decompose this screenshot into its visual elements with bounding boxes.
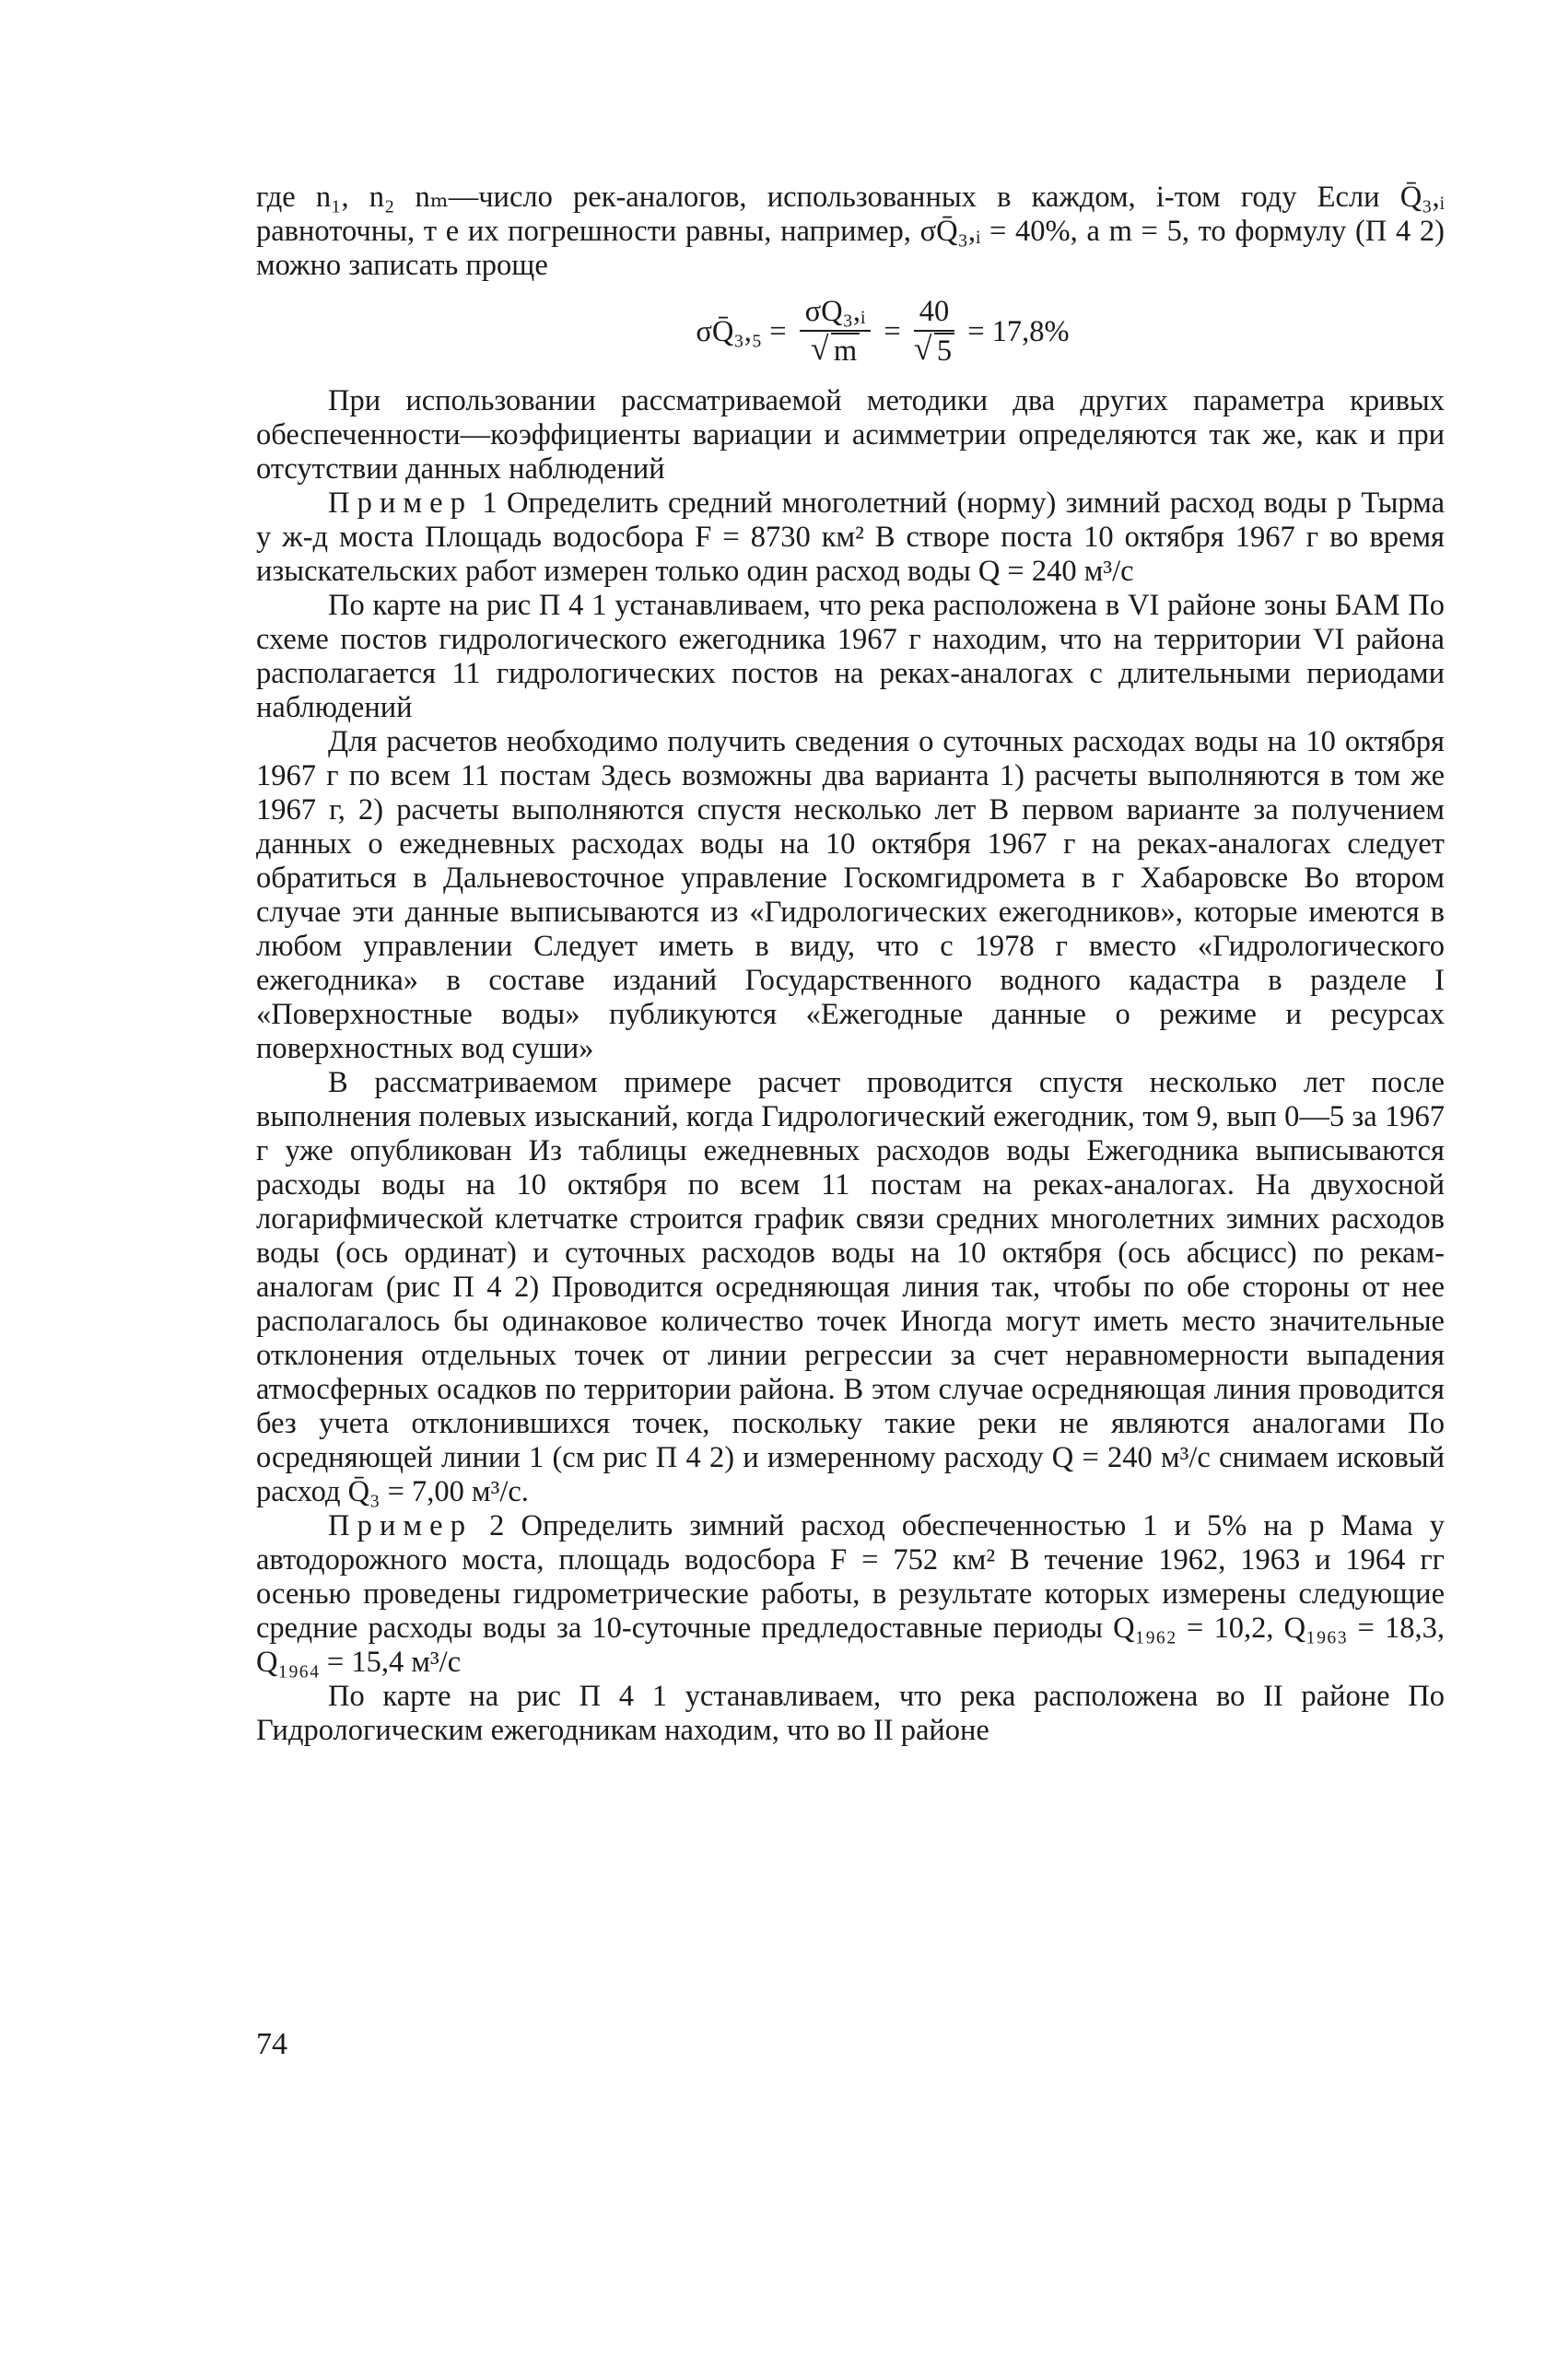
page-body bbox=[256, 181, 1445, 1748]
page-number: 74 bbox=[256, 2027, 287, 2061]
paragraph-procedure: В рассматриваемом примере расчет проводится спустя несколько лет после выполнения полевых изысканий, когда Гидрологический ежегодник, том 9, вып 0—5 за 1967 г уже опубликован Из таблицы ежедневных расходов воды Ежегодника выписываются расходы воды на 10 октября по всем 11 постам на реках-аналогах. На двухосной логарифмической клетчатке строится график связи средних многолетних зимних расходов воды (ось ординат) и суточных расходов воды на 10 октября (ось абсцисс) по рекам-аналогам (рис П 4 2) Проводится осредняющая линия так, чтобы по обе стороны от нее располагалось бы одинаковое количество точек Иногда могут иметь место значительные отклонения отдельных точек от линии регрессии за счет неравномерности выпадения атмосферных осадков по территории района. В этом случае осредняющая линия проводится без учета отклонившихся точек, поскольку такие реки не являются аналогами По осредняющей линии 1 (см рис П 4 2) и измеренному расходу Q = 240 м³/с снимаем исковый расход Q̄₃ = 7,00 м³/с. bbox=[256, 1066, 1445, 1508]
paragraph-calculation: Для расчетов необходимо получить сведения о суточных расходах воды на 10 октября 1967 г по всем 11 постам Здесь возможны два варианта 1) расчеты выполняются в том же 1967 г, 2) расчеты выполняются спустя несколько лет В первом варианте за получением данных о ежедневных расходах воды на 10 октября 1967 г на реках-аналогах следует обратиться в Дальневосточное управление Госкомгидромета в г Хабаровске Во втором случае эти данные выписываются из «Гидрологических ежегодников», которые имеются в любом управлении Следует иметь в виду, что с 1978 г вместо «Гидрологического ежегодника» в составе изданий Государственного водного кадастра в разделе I «Поверхностные воды» публикуются «Ежегодные данные о режиме и ресурсах поверхностных вод суши» bbox=[256, 725, 1445, 1065]
paragraph-final: По карте на рис П 4 1 устанавливаем, что река расположена во II районе По Гидрологическим ежегодникам находим, что во II районе bbox=[256, 1680, 1445, 1747]
formula-fraction-2 bbox=[914, 293, 955, 370]
paragraph-example-1 bbox=[256, 487, 1445, 589]
example-2-text: 2 Определить зимний расход обеспеченностью 1 и 5% на р Мама у автодорожного моста, площадь водосбора F = 752 км² В течение 1962, 1963 и 1964 гг осенью проведены гидрометрические работы, в результате которых измерены следующие средние расходы воды за 10-суточные предледоставные периоды Q₁₉₆₂ = 10,2, Q₁₉₆₃ = 18,3, Q₁₉₆₄ = 15,4 м³/с bbox=[256, 1509, 1445, 1679]
formula-numerator-1: σQ₃,ᵢ bbox=[800, 293, 872, 332]
paragraph-map: По карте на рис П 4 1 устанавливаем, что река расположена в VI районе зоны БАМ По схеме постов гидрологического ежегодника 1967 г находим, что на территории VI района располагается 11 гидрологических постов на реках-аналогах с длительными периодами наблюдений bbox=[256, 589, 1445, 724]
formula-denominator-1: √ m bbox=[811, 332, 860, 370]
formula-error bbox=[321, 287, 1445, 377]
example-1-label: Пример bbox=[328, 487, 474, 520]
example-1-text: 1 Определить средний многолетний (норму) зимний расход воды р Тырма у ж-д моста Площадь водосбора F = 8730 км² В створе поста 10 октября 1967 г во время изыскательских работ измерен только один расход воды Q = 240 м³/с bbox=[256, 487, 1445, 588]
formula-lhs: σQ̄₃,₅ = bbox=[696, 314, 787, 348]
formula-numerator-2: 40 bbox=[914, 293, 955, 332]
formula-denominator-2: √ 5 bbox=[914, 332, 954, 370]
example-2-label: Пример bbox=[328, 1509, 474, 1542]
formula-result: = 17,8% bbox=[967, 314, 1070, 348]
paragraph-example-2 bbox=[256, 1509, 1445, 1680]
formula-fraction-1 bbox=[800, 293, 872, 370]
paragraph-parameters: При использовании рассматриваемой методики два других параметра кривых обеспеченности—коэффициенты вариации и асимметрии определяются так же, как и при отсутствии данных наблюдений bbox=[256, 384, 1445, 486]
formula-equals: = bbox=[884, 314, 901, 348]
paragraph-intro: где n₁, n₂ nₘ—число рек-аналогов, использованных в каждом, i-том году Если Q̄₃,ᵢ равноточны, т е их погрешности равны, например, σQ̄₃,ᵢ = 40%, а m = 5, то формулу (П 4 2) можно записать проще bbox=[256, 181, 1445, 282]
